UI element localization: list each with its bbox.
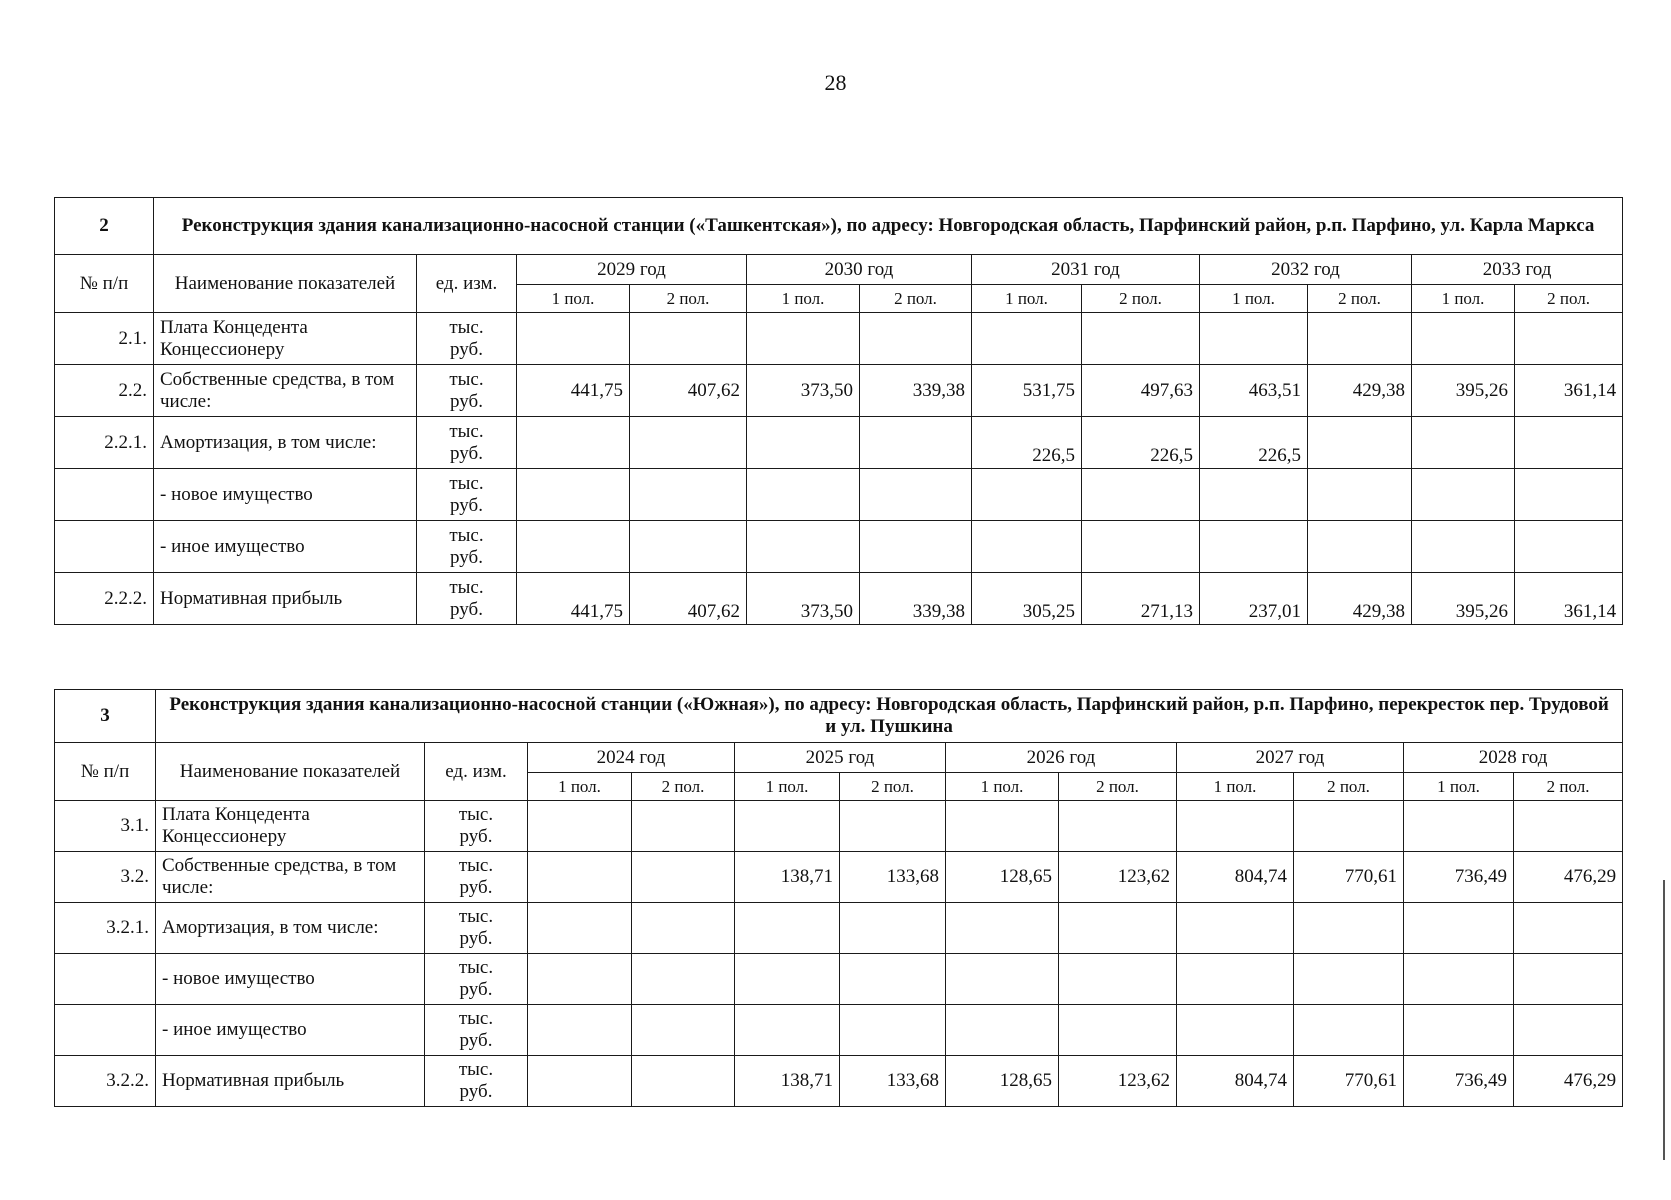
value-cell — [1294, 954, 1404, 1005]
row-unit — [425, 1005, 528, 1056]
col-header-num: № п/п — [55, 743, 156, 801]
unit-line: тыс. — [449, 420, 484, 442]
unit-line: руб. — [450, 442, 483, 464]
row-indicator-name: - иное имущество — [156, 1005, 425, 1056]
year-header: 2031 год — [972, 255, 1200, 285]
value-cell — [1515, 417, 1623, 469]
table-row — [55, 365, 1623, 417]
table-row — [55, 417, 1623, 469]
row-code: 2.2.2. — [55, 573, 154, 625]
table-row — [55, 573, 1623, 625]
unit-line: тыс. — [458, 957, 494, 978]
section-number: 3 — [55, 690, 156, 743]
value-cell: 133,68 — [840, 1056, 946, 1107]
half-year-header: 2 пол. — [1515, 285, 1623, 313]
value-cell — [528, 1005, 632, 1056]
value-cell — [632, 1005, 735, 1056]
value-cell — [632, 954, 735, 1005]
row-unit — [417, 365, 517, 417]
value-cell: 407,62 — [630, 573, 747, 625]
table-row — [55, 1005, 1623, 1056]
value-cell — [1514, 801, 1623, 852]
value-cell: 407,62 — [630, 365, 747, 417]
row-indicator-name: Плата Концедента Концессионеру — [156, 801, 425, 852]
row-indicator-name: Собственные средства, в том числе: — [156, 852, 425, 903]
half-year-header: 1 пол. — [1412, 285, 1515, 313]
value-cell — [1404, 903, 1514, 954]
row-indicator-name: Нормативная прибыль — [154, 573, 417, 625]
row-unit — [417, 573, 517, 625]
half-year-header: 1 пол. — [517, 285, 630, 313]
value-cell — [1059, 1005, 1177, 1056]
half-year-header: 2 пол. — [632, 773, 735, 801]
value-cell — [528, 852, 632, 903]
value-cell — [630, 469, 747, 521]
investment-table-3 — [54, 689, 1623, 1107]
value-cell — [1514, 903, 1623, 954]
row-code: 2.2. — [55, 365, 154, 417]
value-cell — [1082, 521, 1200, 573]
value-cell — [1514, 1005, 1623, 1056]
row-indicator-name: Нормативная прибыль — [156, 1056, 425, 1107]
half-year-header: 1 пол. — [1404, 773, 1514, 801]
value-cell: 271,13 — [1082, 573, 1200, 625]
row-code — [55, 521, 154, 573]
value-cell: 463,51 — [1200, 365, 1308, 417]
half-year-header: 1 пол. — [735, 773, 840, 801]
value-cell: 226,5 — [972, 417, 1082, 469]
value-cell — [1059, 903, 1177, 954]
value-cell: 736,49 — [1404, 852, 1514, 903]
value-cell — [1294, 801, 1404, 852]
value-cell — [860, 313, 972, 365]
value-cell: 339,38 — [860, 365, 972, 417]
value-cell: 531,75 — [972, 365, 1082, 417]
value-cell — [972, 521, 1082, 573]
value-cell — [735, 954, 840, 1005]
year-header: 2030 год — [747, 255, 972, 285]
value-cell — [630, 521, 747, 573]
value-cell — [840, 1005, 946, 1056]
value-cell: 361,14 — [1515, 573, 1623, 625]
unit-line: тыс. — [458, 906, 494, 927]
row-code: 3.1. — [55, 801, 156, 852]
value-cell: 123,62 — [1059, 852, 1177, 903]
value-cell: 373,50 — [747, 365, 860, 417]
value-cell: 123,62 — [1059, 1056, 1177, 1107]
value-cell — [1412, 469, 1515, 521]
value-cell — [1177, 903, 1294, 954]
col-header-num: № п/п — [55, 255, 154, 313]
value-cell: 429,38 — [1308, 573, 1412, 625]
value-cell — [1404, 954, 1514, 1005]
section-number: 2 — [55, 198, 154, 255]
value-cell — [632, 903, 735, 954]
value-cell — [1059, 801, 1177, 852]
table-row — [55, 1056, 1623, 1107]
half-year-header: 1 пол. — [1200, 285, 1308, 313]
value-cell — [630, 313, 747, 365]
half-year-header: 2 пол. — [1082, 285, 1200, 313]
row-code — [55, 954, 156, 1005]
row-indicator-name: Собственные средства, в том числе: — [154, 365, 417, 417]
value-cell — [517, 469, 630, 521]
row-indicator-name: - новое имущество — [154, 469, 417, 521]
value-cell — [632, 801, 735, 852]
row-code: 3.2.1. — [55, 903, 156, 954]
row-indicator-name: - иное имущество — [154, 521, 417, 573]
year-header: 2032 год — [1200, 255, 1412, 285]
value-cell: 373,50 — [747, 573, 860, 625]
value-cell — [1412, 521, 1515, 573]
unit-line: тыс. — [449, 472, 484, 494]
section-title: Реконструкция здания канализационно-насосной станции («Южная»), по адресу: Новгородская область, Парфинский район, р.п. Парфино, перекресток пер. Трудовой и ул. Пушкина — [156, 690, 1623, 743]
value-cell — [1412, 417, 1515, 469]
value-cell — [528, 801, 632, 852]
value-cell — [1200, 521, 1308, 573]
value-cell: 497,63 — [1082, 365, 1200, 417]
value-cell — [1308, 417, 1412, 469]
unit-line: руб. — [450, 598, 483, 620]
year-header: 2025 год — [735, 743, 946, 773]
row-unit — [417, 469, 517, 521]
row-indicator-name: Плата Концедента Концессионеру — [154, 313, 417, 365]
value-cell — [517, 521, 630, 573]
row-unit — [425, 801, 528, 852]
value-cell — [632, 1056, 735, 1107]
value-cell — [630, 417, 747, 469]
value-cell — [860, 521, 972, 573]
table-row — [55, 903, 1623, 954]
half-year-header: 1 пол. — [528, 773, 632, 801]
half-year-header: 2 пол. — [1294, 773, 1404, 801]
value-cell — [1059, 954, 1177, 1005]
row-unit — [417, 313, 517, 365]
row-indicator-name: Амортизация, в том числе: — [154, 417, 417, 469]
value-cell — [747, 521, 860, 573]
value-cell — [528, 1056, 632, 1107]
row-unit — [425, 852, 528, 903]
half-year-header: 2 пол. — [1308, 285, 1412, 313]
value-cell: 226,5 — [1200, 417, 1308, 469]
unit-line: тыс. — [458, 1059, 494, 1080]
table-row — [55, 801, 1623, 852]
table-row — [55, 954, 1623, 1005]
unit-line: руб. — [450, 338, 483, 360]
year-header: 2027 год — [1177, 743, 1404, 773]
table-row — [55, 313, 1623, 365]
value-cell — [1515, 313, 1623, 365]
unit-line: тыс. — [458, 855, 494, 876]
value-cell — [946, 903, 1059, 954]
value-cell — [1404, 801, 1514, 852]
value-cell — [1515, 469, 1623, 521]
value-cell — [946, 1005, 1059, 1056]
value-cell — [517, 313, 630, 365]
value-cell — [528, 903, 632, 954]
value-cell — [860, 417, 972, 469]
value-cell — [1308, 521, 1412, 573]
value-cell — [735, 801, 840, 852]
value-cell — [860, 469, 972, 521]
value-cell — [528, 954, 632, 1005]
value-cell: 429,38 — [1308, 365, 1412, 417]
row-code — [55, 469, 154, 521]
table-row — [55, 852, 1623, 903]
value-cell — [735, 1005, 840, 1056]
value-cell: 770,61 — [1294, 1056, 1404, 1107]
unit-line: руб. — [459, 1030, 493, 1051]
row-code: 3.2.2. — [55, 1056, 156, 1107]
unit-line: тыс. — [458, 804, 494, 825]
row-unit — [417, 521, 517, 573]
value-cell — [972, 313, 1082, 365]
row-unit — [425, 903, 528, 954]
unit-line: тыс. — [449, 368, 484, 390]
value-cell: 804,74 — [1177, 1056, 1294, 1107]
table-row — [55, 521, 1623, 573]
investment-table-2 — [54, 197, 1623, 625]
half-year-header: 2 пол. — [860, 285, 972, 313]
col-header-unit: ед. изм. — [425, 743, 528, 801]
value-cell: 133,68 — [840, 852, 946, 903]
col-header-name: Наименование показателей — [154, 255, 417, 313]
page-number: 28 — [824, 70, 847, 95]
value-cell — [747, 469, 860, 521]
value-cell: 395,26 — [1412, 573, 1515, 625]
value-cell: 736,49 — [1404, 1056, 1514, 1107]
value-cell — [840, 954, 946, 1005]
half-year-header: 1 пол. — [747, 285, 860, 313]
value-cell — [1177, 801, 1294, 852]
value-cell: 226,5 — [1082, 417, 1200, 469]
unit-line: руб. — [459, 877, 493, 898]
value-cell — [1082, 469, 1200, 521]
value-cell: 138,71 — [735, 1056, 840, 1107]
half-year-header: 2 пол. — [1059, 773, 1177, 801]
unit-line: руб. — [459, 1081, 493, 1102]
unit-line: тыс. — [458, 1008, 494, 1029]
half-year-header: 1 пол. — [946, 773, 1059, 801]
value-cell — [972, 469, 1082, 521]
value-cell — [1412, 313, 1515, 365]
value-cell — [1200, 469, 1308, 521]
value-cell — [1294, 903, 1404, 954]
table-row — [55, 469, 1623, 521]
unit-line: тыс. — [449, 316, 484, 338]
half-year-header: 2 пол. — [840, 773, 946, 801]
row-indicator-name: - новое имущество — [156, 954, 425, 1005]
unit-line: руб. — [450, 390, 483, 412]
half-year-header: 2 пол. — [630, 285, 747, 313]
value-cell — [1200, 313, 1308, 365]
value-cell: 138,71 — [735, 852, 840, 903]
value-cell — [946, 954, 1059, 1005]
value-cell — [840, 903, 946, 954]
unit-line: руб. — [459, 826, 493, 847]
value-cell — [517, 417, 630, 469]
year-header: 2026 год — [946, 743, 1177, 773]
row-code: 3.2. — [55, 852, 156, 903]
value-cell — [1308, 313, 1412, 365]
value-cell — [1404, 1005, 1514, 1056]
year-header: 2029 год — [517, 255, 747, 285]
col-header-name: Наименование показателей — [156, 743, 425, 801]
value-cell: 237,01 — [1200, 573, 1308, 625]
value-cell — [1514, 954, 1623, 1005]
value-cell — [747, 417, 860, 469]
row-code: 2.1. — [55, 313, 154, 365]
value-cell — [632, 852, 735, 903]
year-header: 2033 год — [1412, 255, 1623, 285]
unit-line: тыс. — [449, 524, 484, 546]
value-cell — [946, 801, 1059, 852]
row-unit — [417, 417, 517, 469]
half-year-header: 2 пол. — [1514, 773, 1623, 801]
unit-line: руб. — [450, 494, 483, 516]
value-cell — [747, 313, 860, 365]
row-indicator-name: Амортизация, в том числе: — [156, 903, 425, 954]
value-cell: 395,26 — [1412, 365, 1515, 417]
value-cell — [1177, 954, 1294, 1005]
value-cell — [1308, 469, 1412, 521]
value-cell — [1515, 521, 1623, 573]
value-cell — [1082, 313, 1200, 365]
value-cell — [840, 801, 946, 852]
value-cell: 361,14 — [1515, 365, 1623, 417]
value-cell: 770,61 — [1294, 852, 1404, 903]
value-cell: 305,25 — [972, 573, 1082, 625]
unit-line: руб. — [450, 546, 483, 568]
value-cell: 476,29 — [1514, 1056, 1623, 1107]
value-cell — [735, 903, 840, 954]
scan-edge-mark — [1663, 880, 1665, 1160]
year-header: 2028 год — [1404, 743, 1623, 773]
row-unit — [425, 954, 528, 1005]
row-unit — [425, 1056, 528, 1107]
value-cell: 441,75 — [517, 573, 630, 625]
value-cell: 476,29 — [1514, 852, 1623, 903]
value-cell — [1294, 1005, 1404, 1056]
value-cell: 128,65 — [946, 852, 1059, 903]
unit-line: руб. — [459, 979, 493, 1000]
unit-line: руб. — [459, 928, 493, 949]
value-cell: 339,38 — [860, 573, 972, 625]
value-cell: 128,65 — [946, 1056, 1059, 1107]
unit-line: тыс. — [449, 576, 484, 598]
half-year-header: 1 пол. — [972, 285, 1082, 313]
year-header: 2024 год — [528, 743, 735, 773]
value-cell — [1177, 1005, 1294, 1056]
row-code: 2.2.1. — [55, 417, 154, 469]
row-code — [55, 1005, 156, 1056]
section-title: Реконструкция здания канализационно-насосной станции («Ташкентская»), по адресу: Новгородская область, Парфинский район, р.п. Парфино, ул. Карла Маркса — [154, 198, 1623, 255]
half-year-header: 1 пол. — [1177, 773, 1294, 801]
col-header-unit: ед. изм. — [417, 255, 517, 313]
value-cell: 804,74 — [1177, 852, 1294, 903]
value-cell: 441,75 — [517, 365, 630, 417]
